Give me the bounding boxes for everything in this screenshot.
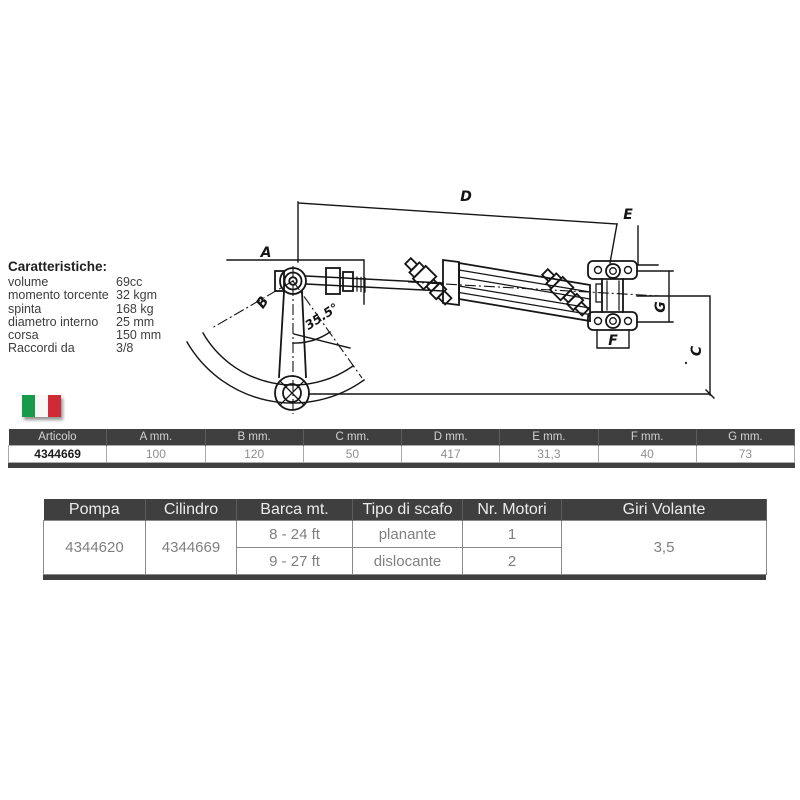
col-header: C mm. [303, 429, 401, 446]
dim-value-e: 31,3 [500, 446, 598, 463]
dim-label-a: A [260, 245, 272, 261]
col-header: D mm. [402, 429, 500, 446]
col-header: G mm. [696, 429, 794, 446]
dim-label-e: E [623, 207, 633, 223]
col-header: Articolo [9, 429, 107, 446]
dim-label-g: G [653, 301, 669, 313]
application-header-row [44, 499, 767, 521]
spec-label: diametro interno [8, 314, 99, 329]
centerlines [212, 266, 660, 414]
col-header: Cilindro [146, 499, 237, 521]
dim-value-b: 120 [205, 446, 303, 463]
spec-value: 32 kgm [116, 288, 157, 303]
dim-value-g: 73 [696, 446, 794, 463]
spec-value: 25 mm [116, 314, 155, 329]
angle-label: 35.5° [301, 299, 342, 333]
dim-value-f: 40 [598, 446, 696, 463]
spec-row [8, 329, 161, 342]
boat-length: 8 - 24 ft [237, 521, 353, 548]
dimensions-table [8, 429, 795, 468]
flag-red-band [48, 395, 61, 417]
spec-value: 150 mm [116, 328, 162, 343]
spec-value: 3/8 [116, 341, 134, 356]
table-bottom-bar [8, 463, 795, 468]
italy-flag [22, 395, 61, 417]
spec-label: volume [8, 275, 49, 289]
spec-label: momento torcente [8, 288, 109, 303]
spec-value: 168 kg [116, 301, 154, 316]
table-bottom-bar [43, 575, 766, 580]
dim-label-f: F [608, 333, 618, 349]
col-header: B mm. [205, 429, 303, 446]
col-header: Nr. Motori [463, 499, 562, 521]
col-header: Barca mt. [237, 499, 353, 521]
engine-count: 1 [463, 521, 562, 548]
spec-row [8, 289, 161, 302]
characteristics-title: Caratteristiche: [8, 259, 108, 274]
spec-value: 69cc [116, 275, 143, 289]
dim-label-c: C [689, 345, 705, 357]
col-header: Pompa [44, 499, 146, 521]
dimensions-value-row [9, 446, 795, 463]
spec-label: corsa [8, 328, 39, 343]
flag-green-band [22, 395, 35, 417]
dim-label-b: B [253, 293, 273, 312]
application-table [43, 499, 766, 580]
spec-label: Raccordi da [8, 341, 75, 356]
cylinder-code: 4344669 [146, 521, 237, 575]
dim-value-d: 417 [402, 446, 500, 463]
wheel-turns: 3,5 [562, 521, 767, 575]
dim-value-c: 50 [303, 446, 401, 463]
col-header: E mm. [500, 429, 598, 446]
spec-row [8, 276, 161, 289]
col-header: A mm. [107, 429, 205, 446]
spec-label: spinta [8, 301, 42, 316]
pump-code: 4344620 [44, 521, 146, 575]
flag-white-band [35, 395, 48, 417]
engine-count: 2 [463, 548, 562, 575]
dim-value-a: 100 [107, 446, 205, 463]
boat-length: 9 - 27 ft [237, 548, 353, 575]
spec-row [8, 303, 161, 316]
col-header: Tipo di scafo [353, 499, 463, 521]
dimensions-header-row [9, 429, 795, 446]
dim-label-d: D [460, 189, 472, 205]
application-row-1 [44, 521, 767, 548]
hull-type: dislocante [353, 548, 463, 575]
article-number: 4344669 [9, 446, 107, 463]
characteristics-block [8, 259, 161, 356]
col-header: F mm. [598, 429, 696, 446]
spec-row [8, 342, 161, 355]
stray-scan-dot [685, 362, 687, 364]
hull-type: planante [353, 521, 463, 548]
spec-row [8, 316, 161, 329]
col-header: Giri Volante [562, 499, 767, 521]
